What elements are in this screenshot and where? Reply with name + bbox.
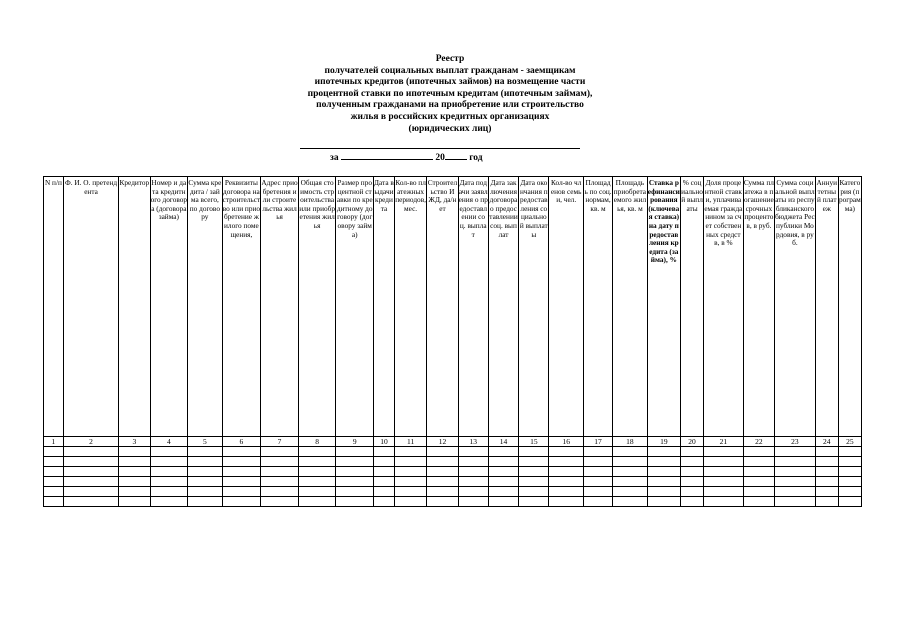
table-cell: [298, 497, 336, 507]
title-line: получателей социальных выплат гражданам - заемщикам: [324, 65, 576, 76]
table-row: [44, 477, 862, 487]
table-cell: [775, 467, 816, 477]
table-cell: [647, 447, 680, 457]
column-header: Размер процентной ставки по кредитному договору (договору займа): [336, 177, 374, 437]
table-cell: [119, 447, 150, 457]
table-cell: [488, 457, 518, 467]
column-header: Ставка рефинансирования (ключевая ставка) на дату предоставления кредита (займа), %: [647, 177, 680, 437]
table-cell: [681, 447, 704, 457]
table-cell: [838, 487, 861, 497]
table-cell: [119, 467, 150, 477]
table-cell: [681, 467, 704, 477]
column-header: Дата подачи заявления о предоставлении соц. выплат: [458, 177, 488, 437]
column-number: 14: [488, 437, 518, 447]
column-number: 17: [583, 437, 612, 447]
column-number: 15: [519, 437, 549, 447]
column-number: 8: [298, 437, 336, 447]
table-cell: [775, 447, 816, 457]
table-cell: [336, 497, 374, 507]
table-cell: [394, 497, 426, 507]
table-cell: [838, 467, 861, 477]
table-row: [44, 487, 862, 497]
table-cell: [374, 467, 395, 477]
table-cell: [549, 447, 583, 457]
table-cell: [63, 447, 118, 457]
table-cell: [427, 487, 458, 497]
header-row: [44, 177, 862, 437]
table-cell: [261, 487, 299, 497]
table-row: [44, 457, 862, 467]
table-cell: [427, 457, 458, 467]
column-header: Кол-во платежных периодов, мес.: [394, 177, 426, 437]
table-cell: [681, 497, 704, 507]
table-cell: [583, 447, 612, 457]
title-line: жилья в российских кредитных организациях: [350, 111, 550, 122]
table-cell: [261, 447, 299, 457]
table-cell: [775, 497, 816, 507]
column-header: Сумма кредита / займа всего, по договору: [188, 177, 222, 437]
reporting-period: [330, 150, 630, 164]
table-cell: [150, 487, 188, 497]
table-cell: [119, 497, 150, 507]
table-cell: [374, 477, 395, 487]
column-number: 9: [336, 437, 374, 447]
table-cell: [44, 487, 64, 497]
table-row: [44, 467, 862, 477]
column-header: Дата окончания предоставления социальной выплаты: [519, 177, 549, 437]
column-header: Аннуитетный платеж: [815, 177, 838, 437]
table-cell: [519, 457, 549, 467]
table-cell: [374, 497, 395, 507]
table-cell: [427, 467, 458, 477]
table-cell: [519, 497, 549, 507]
table-cell: [704, 447, 744, 457]
title-line: полученным гражданами на приобретение или строительство: [316, 100, 584, 111]
table-cell: [298, 467, 336, 477]
table-cell: [261, 497, 299, 507]
table-cell: [775, 477, 816, 487]
column-header: Дата выдачи кредита: [374, 177, 395, 437]
table-cell: [647, 487, 680, 497]
table-cell: [188, 457, 222, 467]
table-cell: [394, 467, 426, 477]
table-cell: [838, 477, 861, 487]
table-cell: [613, 457, 647, 467]
table-cell: [336, 487, 374, 497]
table-cell: [583, 467, 612, 477]
table-cell: [815, 487, 838, 497]
table-cell: [261, 477, 299, 487]
column-header: N п/п: [44, 177, 64, 437]
table-cell: [150, 477, 188, 487]
period-prefix: за: [330, 153, 339, 163]
column-header: Общая стоимость строительства или приобретения жилья: [298, 177, 336, 437]
table-cell: [298, 477, 336, 487]
column-header: Категория (программа): [838, 177, 861, 437]
table-cell: [815, 477, 838, 487]
table-cell: [815, 447, 838, 457]
table-cell: [838, 457, 861, 467]
column-number: 21: [704, 437, 744, 447]
table-cell: [336, 447, 374, 457]
table-cell: [775, 487, 816, 497]
table-cell: [119, 457, 150, 467]
table-cell: [374, 487, 395, 497]
column-number: 1: [44, 437, 64, 447]
table-cell: [222, 467, 261, 477]
table-cell: [704, 477, 744, 487]
column-header: Сумма платежа в погашение срочных процентов, в руб.: [743, 177, 774, 437]
period-year-prefix: 20: [435, 153, 445, 163]
table-cell: [488, 467, 518, 477]
table-cell: [458, 497, 488, 507]
table-cell: [427, 447, 458, 457]
table-cell: [63, 477, 118, 487]
table-cell: [261, 457, 299, 467]
column-number: 3: [119, 437, 150, 447]
table-cell: [188, 477, 222, 487]
table-cell: [298, 447, 336, 457]
column-number: 5: [188, 437, 222, 447]
signature-rule: [300, 148, 580, 149]
table-cell: [336, 477, 374, 487]
table-cell: [44, 447, 64, 457]
table-cell: [815, 497, 838, 507]
table-cell: [613, 487, 647, 497]
table-cell: [583, 497, 612, 507]
table-cell: [427, 497, 458, 507]
table-cell: [222, 457, 261, 467]
column-number: 23: [775, 437, 816, 447]
table-cell: [613, 497, 647, 507]
table-cell: [743, 487, 774, 497]
title-line: (юридических лиц): [408, 123, 492, 134]
column-number: 20: [681, 437, 704, 447]
table-cell: [150, 497, 188, 507]
table-cell: [583, 477, 612, 487]
registry-table: [43, 176, 862, 507]
table-cell: [336, 467, 374, 477]
table-cell: [549, 477, 583, 487]
column-number: 12: [427, 437, 458, 447]
table-cell: [704, 467, 744, 477]
table-cell: [394, 487, 426, 497]
table-cell: [63, 497, 118, 507]
column-header: Площадь приобретаемого жилья, кв. м: [613, 177, 647, 437]
table-cell: [704, 487, 744, 497]
table-cell: [44, 467, 64, 477]
table-cell: [613, 447, 647, 457]
table-cell: [743, 477, 774, 487]
table-cell: [704, 457, 744, 467]
table-cell: [743, 457, 774, 467]
table-cell: [63, 487, 118, 497]
table-cell: [704, 497, 744, 507]
table-cell: [583, 457, 612, 467]
table-cell: [458, 487, 488, 497]
column-number: 24: [815, 437, 838, 447]
column-header: Сумма социальной выплаты из республиканского бюджета Республики Мордовия, в руб.: [775, 177, 816, 437]
table-cell: [298, 487, 336, 497]
column-header: Кредитор: [119, 177, 150, 437]
table-cell: [394, 447, 426, 457]
table-cell: [549, 487, 583, 497]
column-number: 10: [374, 437, 395, 447]
table-cell: [488, 487, 518, 497]
column-header: Строительство ИЖД, да/нет: [427, 177, 458, 437]
table-cell: [374, 447, 395, 457]
column-number: 16: [549, 437, 583, 447]
table-cell: [458, 467, 488, 477]
table-cell: [815, 467, 838, 477]
table-cell: [374, 457, 395, 467]
column-header: Номер и дата кредитного договора (договора займа): [150, 177, 188, 437]
table-cell: [188, 497, 222, 507]
table-cell: [150, 447, 188, 457]
column-header: Реквизиты договора на строительство или приобретение жилого помещения,: [222, 177, 261, 437]
table-cell: [743, 467, 774, 477]
table-cell: [44, 477, 64, 487]
table-cell: [394, 457, 426, 467]
column-number: 11: [394, 437, 426, 447]
table-cell: [119, 487, 150, 497]
table-row: [44, 447, 862, 457]
table-cell: [647, 457, 680, 467]
table-row: [44, 497, 862, 507]
table-cell: [488, 447, 518, 457]
table-cell: [188, 487, 222, 497]
table-cell: [613, 477, 647, 487]
table-cell: [681, 457, 704, 467]
table-cell: [519, 467, 549, 477]
table-cell: [150, 467, 188, 477]
table-cell: [394, 477, 426, 487]
table-cell: [298, 457, 336, 467]
table-cell: [222, 487, 261, 497]
document-title: [230, 54, 670, 135]
table-cell: [519, 477, 549, 487]
period-year-blank: [445, 150, 467, 160]
table-cell: [519, 447, 549, 457]
column-number: 6: [222, 437, 261, 447]
table-cell: [458, 477, 488, 487]
table-cell: [549, 457, 583, 467]
table-cell: [838, 447, 861, 457]
table-cell: [44, 457, 64, 467]
column-header: Площадь по соц. нормам, кв. м: [583, 177, 612, 437]
column-header: Адрес приобретения или строительства жилья: [261, 177, 299, 437]
table-cell: [44, 497, 64, 507]
table-cell: [549, 467, 583, 477]
column-header: Дата заключения договора о предоставлении соц. выплат: [488, 177, 518, 437]
table-cell: [458, 457, 488, 467]
table-cell: [119, 477, 150, 487]
table-cell: [63, 467, 118, 477]
column-number: 2: [63, 437, 118, 447]
table-cell: [838, 497, 861, 507]
column-number: 19: [647, 437, 680, 447]
column-number: 4: [150, 437, 188, 447]
table-cell: [815, 457, 838, 467]
table-cell: [150, 457, 188, 467]
column-header: Доля процентной ставки, уплачиваемая гражданином за счет собственных средств, в %: [704, 177, 744, 437]
table-cell: [647, 467, 680, 477]
column-number: 7: [261, 437, 299, 447]
table-cell: [222, 477, 261, 487]
table-cell: [222, 497, 261, 507]
table-cell: [188, 467, 222, 477]
period-suffix: год: [469, 153, 483, 163]
column-number-row: [44, 437, 862, 447]
table-cell: [613, 467, 647, 477]
column-number: 25: [838, 437, 861, 447]
title-line: ипотечных кредитов (ипотечных займов) на возмещение части: [314, 77, 586, 88]
table-cell: [222, 447, 261, 457]
table-cell: [519, 487, 549, 497]
table-cell: [549, 497, 583, 507]
table-cell: [681, 477, 704, 487]
table-cell: [63, 457, 118, 467]
column-header: % социальной выплаты: [681, 177, 704, 437]
column-header: Кол-во членов семьи, чел.: [549, 177, 583, 437]
table-cell: [647, 477, 680, 487]
column-number: 13: [458, 437, 488, 447]
table-cell: [743, 497, 774, 507]
table-cell: [427, 477, 458, 487]
table-cell: [188, 447, 222, 457]
column-number: 22: [743, 437, 774, 447]
table-cell: [336, 457, 374, 467]
table-cell: [261, 467, 299, 477]
table-cell: [647, 497, 680, 507]
period-date-blank: [341, 150, 433, 160]
column-header: Ф. И. О. претендента: [63, 177, 118, 437]
table-cell: [681, 487, 704, 497]
column-number: 18: [613, 437, 647, 447]
table-cell: [743, 447, 774, 457]
table-cell: [583, 487, 612, 497]
title-line: процентной ставки по ипотечным кредитам (ипотечным займам),: [307, 88, 593, 99]
title-line: Реестр: [435, 54, 465, 64]
table-cell: [458, 447, 488, 457]
table-cell: [488, 477, 518, 487]
table-cell: [775, 457, 816, 467]
table-cell: [488, 497, 518, 507]
